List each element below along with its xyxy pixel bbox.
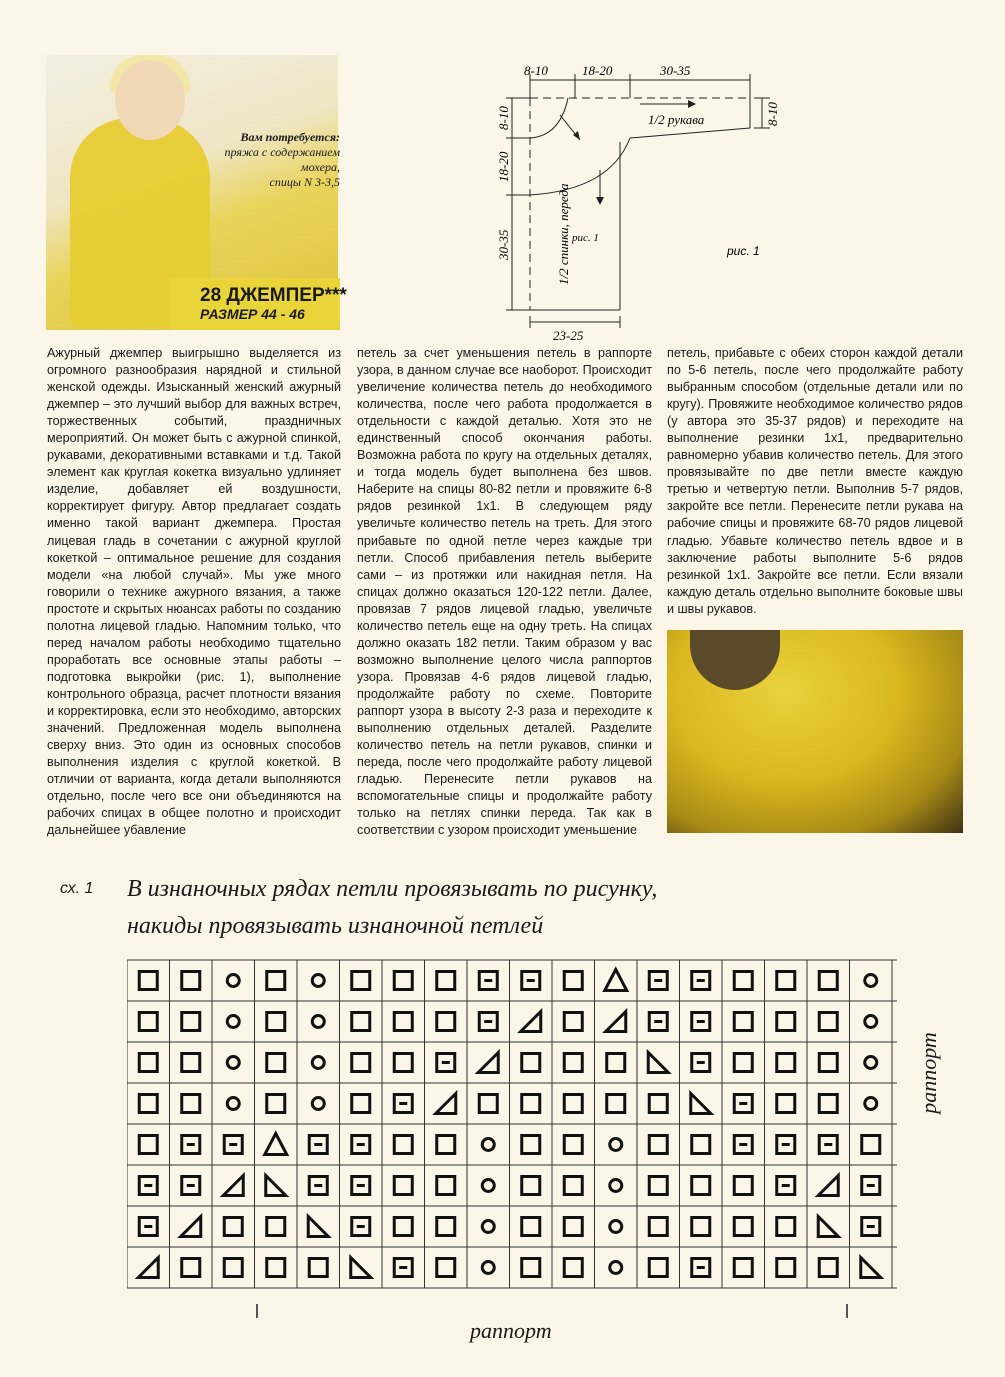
knit-square-symbol bbox=[607, 1095, 625, 1113]
chart-cell bbox=[510, 1042, 553, 1083]
chart-cell bbox=[552, 1247, 595, 1288]
chart-cell bbox=[212, 960, 255, 1001]
yarn-over-symbol bbox=[227, 1057, 239, 1069]
chart-cell bbox=[765, 960, 808, 1001]
knit-square-symbol bbox=[649, 1259, 667, 1277]
knit-square-symbol bbox=[352, 1095, 370, 1113]
materials-line: мохера, bbox=[300, 160, 340, 174]
materials-note bbox=[190, 130, 340, 190]
figure-label: рис. 1 bbox=[727, 244, 760, 258]
knit-square-symbol bbox=[819, 1054, 837, 1072]
chart-cell bbox=[467, 1165, 510, 1206]
knit-square-symbol bbox=[267, 1054, 285, 1072]
chart-cell bbox=[340, 960, 383, 1001]
chart-cell bbox=[595, 960, 638, 1001]
knit-square-symbol bbox=[649, 1136, 667, 1154]
chart-cell bbox=[680, 1165, 723, 1206]
article-column-1: Ажурный джемпер выигрышно выделяется из огромного разнообразия нарядной и стильной женской одежды. Изысканный женский ажурный джемпер – это лучший выбор для важных встреч, торжественных событий, праздничных мероприятий. Он может быть с ажурной спинкой, рукавами, декоративными вставками и т.д. Такой элемент как круглая кокетка визуально удлиняет изделие, добавляет ей воздушности, корректирует фигуру. Автор предлагает создать именно такой вариант джемпера. Простая лицевая гладь в сочетании с ажурной круглой кокеткой – оптимальное решение для создания модели «на любой случай». Мы уже много говорили о технике ажурного вязания, а также простоте и скрытых нюансах работы по созданию полотна лицевой гладью. Напомним только, что перед началом работы необходимо тщательно проработать все основные этапы работы – подготовка выкройки (рис. 1), выполнение контрольного образца, расчет плотности вязания и корректировка, если это необходимо, авторских значений. Предложенная модель выполнена сверху вниз. Это один из основных способов выполнения изделия с круглой кокеткой. В отличии от варианта, когда детали выполняются отдельно, после чего все они объединяются на рабочих спицах в общее полотно и происходит дальнейшее убавление bbox=[47, 346, 341, 838]
knit-square-symbol bbox=[777, 1054, 795, 1072]
chart-cell bbox=[765, 1083, 808, 1124]
yarn-over-symbol bbox=[227, 1098, 239, 1110]
chart-cell bbox=[637, 1083, 680, 1124]
chart-cell bbox=[765, 1001, 808, 1042]
chart-cell bbox=[510, 1124, 553, 1165]
chart-cell bbox=[637, 1165, 680, 1206]
knit-square-symbol bbox=[437, 1218, 455, 1236]
chart-cell bbox=[722, 1001, 765, 1042]
chart-cell bbox=[595, 1042, 638, 1083]
chart-cell bbox=[425, 1124, 468, 1165]
scheme-label: сх. 1 bbox=[60, 880, 94, 897]
yarn-over-symbol bbox=[482, 1221, 494, 1233]
yarn-over-symbol bbox=[610, 1139, 622, 1151]
chart-cell bbox=[552, 960, 595, 1001]
chart-cell bbox=[297, 1083, 340, 1124]
size-label: РАЗМЕР 44 - 46 bbox=[200, 306, 305, 322]
knit-square-symbol bbox=[394, 1177, 412, 1195]
chart-cell bbox=[212, 1083, 255, 1124]
decrease-left-symbol bbox=[436, 1094, 456, 1114]
decrease-right-symbol bbox=[691, 1094, 711, 1114]
knit-square-symbol bbox=[564, 1136, 582, 1154]
knit-square-symbol bbox=[352, 1013, 370, 1031]
knit-square-symbol bbox=[267, 1218, 285, 1236]
chart-cell bbox=[850, 1124, 893, 1165]
dim-left-3: 30-35 bbox=[496, 229, 511, 260]
chart-cell bbox=[382, 1042, 425, 1083]
row-number-cell bbox=[892, 1247, 897, 1288]
knit-square-symbol bbox=[734, 1218, 752, 1236]
chart-cell bbox=[595, 1124, 638, 1165]
knit-square-symbol bbox=[692, 1136, 710, 1154]
chart-cell bbox=[850, 1083, 893, 1124]
knit-square-symbol bbox=[564, 972, 582, 990]
knit-square-symbol bbox=[267, 972, 285, 990]
chart-cell bbox=[297, 1001, 340, 1042]
chart-cell bbox=[765, 1042, 808, 1083]
knit-square-symbol bbox=[139, 1136, 157, 1154]
row-number-cell bbox=[892, 960, 897, 1001]
chart-cell bbox=[255, 1083, 298, 1124]
chart-cell bbox=[212, 1206, 255, 1247]
decrease-right-symbol bbox=[648, 1053, 668, 1073]
decrease-left-symbol bbox=[223, 1176, 243, 1196]
knit-square-symbol bbox=[182, 1095, 200, 1113]
knit-square-symbol bbox=[862, 1136, 880, 1154]
knit-square-symbol bbox=[564, 1013, 582, 1031]
figure-label-inner: рис. 1 bbox=[572, 232, 599, 244]
chart-cell bbox=[807, 1083, 850, 1124]
rapport-label-bottom: раппорт bbox=[470, 1318, 552, 1343]
knit-square-symbol bbox=[734, 1177, 752, 1195]
chart-cell bbox=[552, 1165, 595, 1206]
yarn-over-symbol bbox=[482, 1180, 494, 1192]
materials-heading: Вам потребуется: bbox=[240, 130, 340, 144]
chart-cell bbox=[340, 1042, 383, 1083]
knit-square-symbol bbox=[564, 1177, 582, 1195]
chart-cell bbox=[255, 1206, 298, 1247]
knit-square-symbol bbox=[564, 1095, 582, 1113]
knit-square-symbol bbox=[394, 972, 412, 990]
yarn-over-symbol bbox=[312, 1098, 324, 1110]
decrease-right-symbol bbox=[861, 1258, 881, 1278]
chart-cell bbox=[722, 1247, 765, 1288]
knit-square-symbol bbox=[139, 972, 157, 990]
materials-line: спицы N 3-3,5 bbox=[269, 175, 340, 189]
chart-cell bbox=[425, 1206, 468, 1247]
chart-cell bbox=[467, 1206, 510, 1247]
chart-cell bbox=[170, 1001, 213, 1042]
decrease-right-symbol bbox=[351, 1258, 371, 1278]
chart-cell bbox=[552, 1124, 595, 1165]
chart-cell bbox=[382, 960, 425, 1001]
knit-square-symbol bbox=[734, 1259, 752, 1277]
chart-cell bbox=[382, 1165, 425, 1206]
chart-cell bbox=[552, 1001, 595, 1042]
knit-square-symbol bbox=[522, 1136, 540, 1154]
chart-cell bbox=[425, 1001, 468, 1042]
dim-bottom: 23-25 bbox=[553, 328, 584, 343]
knit-square-symbol bbox=[139, 1054, 157, 1072]
chart-cell bbox=[722, 1165, 765, 1206]
chart-cell bbox=[127, 1083, 170, 1124]
chart-cell bbox=[595, 1083, 638, 1124]
chart-cell bbox=[637, 1124, 680, 1165]
knit-square-symbol bbox=[394, 1013, 412, 1031]
chart-cell bbox=[807, 1042, 850, 1083]
knit-square-symbol bbox=[649, 1177, 667, 1195]
scheme-instruction-1: В изнаночных рядах петли провязывать по рисунку, bbox=[127, 876, 658, 902]
knit-square-symbol bbox=[437, 1136, 455, 1154]
scheme-instruction-2: накиды провязывать изнаночной петлей bbox=[127, 913, 544, 939]
decrease-right-symbol bbox=[308, 1217, 328, 1237]
chart-cell bbox=[127, 960, 170, 1001]
chart-cell bbox=[467, 1124, 510, 1165]
chart-cell bbox=[255, 1001, 298, 1042]
chart-cell bbox=[255, 1042, 298, 1083]
chart-cell bbox=[297, 1247, 340, 1288]
dim-left-2: 18-20 bbox=[496, 151, 511, 182]
knit-square-symbol bbox=[692, 1177, 710, 1195]
sleeve-label: 1/2 рукава bbox=[648, 112, 705, 127]
chart-cell bbox=[637, 1247, 680, 1288]
chart-cell bbox=[722, 960, 765, 1001]
dim-right: 8-10 bbox=[765, 102, 780, 126]
knit-square-symbol bbox=[564, 1259, 582, 1277]
chart-cell bbox=[170, 960, 213, 1001]
article-column-3: петель, прибавьте с обеих сторон каждой детали по 5-6 петель, после чего продолжайте работу выбранным способом (отдельные детали или по кругу). Провяжите необходимое количество рядов (у автора это 35-37 рядов) и переходите на выполнение резинки 1х1, предварительно равномерно убавив количество петель. Для этого провязывайте по две петли вместе каждую третью и четвертую петли. Выполнив 5-7 рядов, закройте все петли. Перенесите петли рукава на рабочие спицы и провяжите 68-70 рядов лицевой гладью. Убавьте количество петель вдвое и в заключение работы выполните 5-6 рядов резинкой 1х1. Закройте все петли. Если вязали каждую деталь отдельно выполните боковые швы и швы рукавов. bbox=[667, 346, 963, 616]
row-number-cell bbox=[892, 1124, 897, 1165]
chart-cell bbox=[297, 1042, 340, 1083]
knit-square-symbol bbox=[692, 1218, 710, 1236]
knit-square-symbol bbox=[734, 1054, 752, 1072]
knit-square-symbol bbox=[394, 1054, 412, 1072]
decrease-left-symbol bbox=[606, 1012, 626, 1032]
yarn-over-symbol bbox=[865, 1057, 877, 1069]
yarn-over-symbol bbox=[227, 975, 239, 987]
model-head bbox=[115, 60, 185, 140]
chart-cell bbox=[552, 1042, 595, 1083]
decrease-right-symbol bbox=[818, 1217, 838, 1237]
knit-square-symbol bbox=[139, 1095, 157, 1113]
yarn-over-symbol bbox=[227, 1016, 239, 1028]
chart-cell bbox=[297, 960, 340, 1001]
chart-cell bbox=[765, 1206, 808, 1247]
chart-cell bbox=[212, 1001, 255, 1042]
row-number-cell bbox=[892, 1001, 897, 1042]
knit-square-symbol bbox=[437, 1177, 455, 1195]
knit-square-symbol bbox=[777, 1013, 795, 1031]
knit-square-symbol bbox=[224, 1259, 242, 1277]
triangle-symbol bbox=[265, 1134, 287, 1155]
chart-cell bbox=[552, 1206, 595, 1247]
yarn-over-symbol bbox=[482, 1262, 494, 1274]
chart-cell bbox=[722, 1206, 765, 1247]
chart-cell bbox=[382, 1206, 425, 1247]
dim-top-1: 8-10 bbox=[524, 63, 548, 78]
decrease-left-symbol bbox=[138, 1258, 158, 1278]
chart-cell bbox=[467, 1247, 510, 1288]
yarn-over-symbol bbox=[312, 1057, 324, 1069]
chart-cell bbox=[850, 1042, 893, 1083]
dim-top-3: 30-35 bbox=[660, 63, 691, 78]
knit-square-symbol bbox=[522, 1177, 540, 1195]
decrease-left-symbol bbox=[478, 1053, 498, 1073]
knit-square-symbol bbox=[182, 1013, 200, 1031]
knit-square-symbol bbox=[819, 1013, 837, 1031]
yarn-over-symbol bbox=[312, 1016, 324, 1028]
chart-cell bbox=[680, 1206, 723, 1247]
row-number-cell bbox=[892, 1206, 897, 1247]
knit-square-symbol bbox=[819, 972, 837, 990]
chart-cell bbox=[212, 1247, 255, 1288]
chart-cell bbox=[680, 1124, 723, 1165]
chart-cell bbox=[255, 1247, 298, 1288]
body-label: 1/2 спинки, переда bbox=[556, 183, 571, 285]
chart-cell bbox=[127, 1001, 170, 1042]
chart-cell bbox=[595, 1247, 638, 1288]
knit-square-symbol bbox=[394, 1218, 412, 1236]
dim-left-1: 8-10 bbox=[496, 106, 511, 130]
decrease-left-symbol bbox=[521, 1012, 541, 1032]
knit-square-symbol bbox=[819, 1095, 837, 1113]
knit-square-symbol bbox=[522, 1054, 540, 1072]
chart-cell bbox=[340, 1001, 383, 1042]
knit-square-symbol bbox=[607, 1054, 625, 1072]
knit-square-symbol bbox=[734, 1013, 752, 1031]
knit-square-symbol bbox=[437, 1259, 455, 1277]
triangle-symbol bbox=[605, 970, 627, 991]
pattern-schematic bbox=[490, 60, 800, 350]
knitting-chart bbox=[127, 958, 897, 1318]
decrease-right-symbol bbox=[266, 1176, 286, 1196]
article-column-2: петель за счет уменьшения петель в раппорте узора, в данном случае все наоборот. Происходит увеличение количества петель до необходимого количества, после чего работа продолжается в отдельности с каждой деталью. Хотя это не единственный способ окончания работы. Возможна работа по кругу на отдельных деталях, и тогда модель будет выполнена без швов. Наберите на спицы 80-82 петли и провяжите 6-8 рядов резинкой 1х1. В следующем ряду увеличьте количество петель на треть. Для этого прибавьте по одной петле через каждые три петли. Способ прибавления петель выберите сами – из протяжки или накидная петля. На спицах должно оказаться 120-122 петли. Далее, провязав 7 рядов лицевой гладью, увеличьте количество петель еще на одну треть. На спицах должно оказать 182 петли. Таким образом у вас возможно выполнение целого числа раппортов узора. Провязав 4-6 рядов лицевой гладью, продолжайте работу по схеме. Повторите раппорт узора в высоту 2-3 раза и переходите к выполнению отдельных деталей. Разделите количество петель на петли рукавов, спинки и переда, после чего продолжайте работу лицевой гладью. Перенесите петли рукавов на вспомогательные спицы и продолжайте работу только на петлях спинки переда. Так как в соответствии с узором происходит уменьшение bbox=[357, 346, 652, 838]
knit-square-symbol bbox=[267, 1013, 285, 1031]
knit-square-symbol bbox=[352, 972, 370, 990]
chart-cell bbox=[127, 1042, 170, 1083]
knit-square-symbol bbox=[522, 1218, 540, 1236]
chart-cell bbox=[255, 960, 298, 1001]
yarn-over-symbol bbox=[610, 1262, 622, 1274]
knit-square-symbol bbox=[267, 1095, 285, 1113]
knit-square-symbol bbox=[819, 1259, 837, 1277]
chart-cell bbox=[382, 1001, 425, 1042]
yarn-over-symbol bbox=[482, 1139, 494, 1151]
chart-cell bbox=[637, 1206, 680, 1247]
row-number-cell bbox=[892, 1042, 897, 1083]
yarn-over-symbol bbox=[865, 975, 877, 987]
chart-cell bbox=[807, 1247, 850, 1288]
chart-cell bbox=[552, 1083, 595, 1124]
decrease-left-symbol bbox=[181, 1217, 201, 1237]
row-number-cell bbox=[892, 1165, 897, 1206]
chart-cell bbox=[170, 1042, 213, 1083]
chart-cell bbox=[510, 1247, 553, 1288]
knit-square-symbol bbox=[777, 1218, 795, 1236]
knit-square-symbol bbox=[522, 1095, 540, 1113]
chart-cell bbox=[595, 1206, 638, 1247]
yarn-over-symbol bbox=[610, 1180, 622, 1192]
knit-square-symbol bbox=[564, 1054, 582, 1072]
chart-cell bbox=[170, 1247, 213, 1288]
knit-square-symbol bbox=[309, 1259, 327, 1277]
knit-square-symbol bbox=[139, 1013, 157, 1031]
chart-cell bbox=[765, 1247, 808, 1288]
chart-cell bbox=[255, 1124, 298, 1165]
knit-square-symbol bbox=[564, 1218, 582, 1236]
chart-cell bbox=[382, 1124, 425, 1165]
knit-square-symbol bbox=[267, 1259, 285, 1277]
chart-cell bbox=[510, 1206, 553, 1247]
materials-line: пряжа с содержанием bbox=[224, 145, 340, 159]
chart-cell bbox=[510, 1165, 553, 1206]
yarn-over-symbol bbox=[865, 1098, 877, 1110]
knit-square-symbol bbox=[522, 1259, 540, 1277]
chart-cell bbox=[595, 1165, 638, 1206]
knit-square-symbol bbox=[777, 1095, 795, 1113]
chart-cell bbox=[850, 1001, 893, 1042]
decrease-left-symbol bbox=[818, 1176, 838, 1196]
chart-cell bbox=[340, 1083, 383, 1124]
chart-cell bbox=[807, 1001, 850, 1042]
dim-top-2: 18-20 bbox=[582, 63, 613, 78]
chart-cell bbox=[170, 1083, 213, 1124]
chart-cell bbox=[425, 960, 468, 1001]
chart-cell bbox=[850, 960, 893, 1001]
knit-square-symbol bbox=[352, 1054, 370, 1072]
chart-cell bbox=[807, 960, 850, 1001]
chart-cell bbox=[722, 1042, 765, 1083]
chart-cell bbox=[425, 1165, 468, 1206]
knit-square-symbol bbox=[479, 1095, 497, 1113]
yarn-over-symbol bbox=[865, 1016, 877, 1028]
chart-cell bbox=[127, 1124, 170, 1165]
yarn-over-symbol bbox=[610, 1221, 622, 1233]
knit-square-symbol bbox=[777, 972, 795, 990]
chart-cell bbox=[510, 1083, 553, 1124]
rapport-label-side: раппорт bbox=[915, 1032, 941, 1114]
chart-cell bbox=[425, 1247, 468, 1288]
yarn-over-symbol bbox=[312, 975, 324, 987]
row-number-cell bbox=[892, 1083, 897, 1124]
knit-square-symbol bbox=[394, 1136, 412, 1154]
knit-square-symbol bbox=[182, 972, 200, 990]
knit-square-symbol bbox=[437, 1013, 455, 1031]
knit-square-symbol bbox=[182, 1259, 200, 1277]
knit-square-symbol bbox=[437, 972, 455, 990]
knit-square-symbol bbox=[649, 1218, 667, 1236]
chart-cell bbox=[212, 1042, 255, 1083]
knit-square-symbol bbox=[649, 1095, 667, 1113]
knit-square-symbol bbox=[777, 1259, 795, 1277]
knit-square-symbol bbox=[224, 1218, 242, 1236]
chart-cell bbox=[467, 1083, 510, 1124]
knit-square-symbol bbox=[734, 972, 752, 990]
knit-square-symbol bbox=[182, 1054, 200, 1072]
page-title: 28 ДЖЕМПЕР*** bbox=[200, 285, 347, 306]
